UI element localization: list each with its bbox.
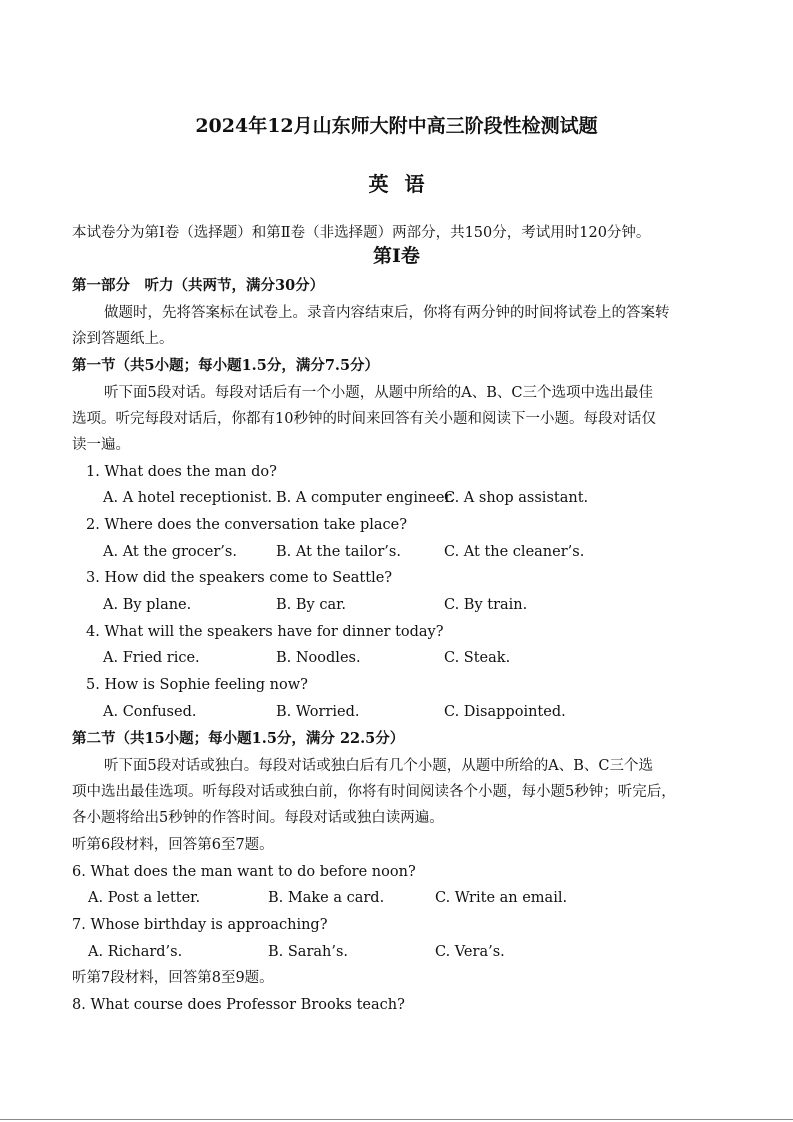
option-c: C. Vera’s. [435, 944, 505, 960]
option-b: B. By car. [276, 597, 347, 613]
option-a: A. At the grocer’s. [103, 544, 237, 560]
material-heading: 听第6段材料，回答第6至7题。 [72, 837, 274, 853]
part1-instruction-line: 做题时，先将答案标在试卷上。录音内容结束后，你将有两分钟的时间将试卷上的答案转 [104, 305, 670, 321]
option-a: A. Fried rice. [103, 650, 200, 666]
exam-intro: 本试卷分为第Ⅰ卷（选择题）和第Ⅱ卷（非选择题）两部分，共150分，考试用时120分钟。 [72, 225, 651, 241]
section2-instruction-line: 项中选出最佳选项。听每段对话或独白前，你将有时间阅读各个小题，每小题5秒钟；听完后， [72, 784, 676, 800]
part1-heading: 第一部分 听力（共两节，满分30分） [72, 277, 325, 294]
option-c: C. At the cleaner’s. [444, 544, 585, 560]
page-bottom-rule [0, 1119, 793, 1120]
option-c: C. Disappointed. [444, 704, 566, 720]
option-a: A. Post a letter. [88, 890, 201, 906]
option-c: C. Write an email. [435, 890, 568, 906]
section2-instruction-line: 听下面5段对话或独白。每段对话或独白后有几个小题，从题中所给的A、B、C三个选 [104, 758, 653, 774]
option-a: A. By plane. [103, 597, 192, 613]
option-a: A. A hotel receptionist. [103, 490, 273, 506]
section2-instruction-line: 各小题将给出5秒钟的作答时间。每段对话或独白读两遍。 [72, 810, 444, 826]
part1-instruction-line: 涂到答题纸上。 [72, 331, 174, 347]
volume-title: 第Ⅰ卷 [373, 245, 420, 267]
option-b: B. A computer engineer. [276, 490, 455, 506]
option-c: C. By train. [444, 597, 528, 613]
section1-heading: 第一节（共5小题；每小题1.5分，满分7.5分） [72, 357, 380, 374]
option-a: A. Richard’s. [88, 944, 183, 960]
question-stem: 5. How is Sophie feeling now? [86, 677, 308, 693]
exam-title: 2024年12月山东师大附中高三阶段性检测试题 [195, 115, 598, 137]
question-stem: 3. How did the speakers come to Seattle? [86, 570, 393, 586]
option-b: B. Worried. [276, 704, 360, 720]
option-c: C. A shop assistant. [444, 490, 589, 506]
question-stem: 7. Whose birthday is approaching? [72, 917, 328, 933]
section1-instruction-line: 读一遍。 [72, 437, 130, 453]
option-a: A. Confused. [103, 704, 197, 720]
section2-heading: 第二节（共15小题；每小题1.5分，满分 22.5分） [72, 730, 405, 747]
option-c: C. Steak. [444, 650, 511, 666]
question-stem: 1. What does the man do? [86, 464, 277, 480]
question-stem: 8. What course does Professor Brooks teach? [72, 997, 405, 1013]
option-b: B. Make a card. [268, 890, 385, 906]
question-stem: 6. What does the man want to do before noon? [72, 864, 416, 880]
material-heading: 听第7段材料，回答第8至9题。 [72, 970, 274, 986]
option-b: B. At the tailor’s. [276, 544, 401, 560]
section1-instruction-line: 选项。听完每段对话后，你都有10秒钟的时间来回答有关小题和阅读下一小题。每段对话仅 [72, 411, 656, 427]
question-stem: 4. What will the speakers have for dinner today? [86, 624, 444, 640]
subject-title: 英语 [368, 172, 441, 196]
option-b: B. Noodles. [276, 650, 361, 666]
option-b: B. Sarah’s. [268, 944, 349, 960]
section1-instruction-line: 听下面5段对话。每段对话后有一个小题，从题中所给的A、B、C三个选项中选出最佳 [104, 385, 653, 401]
question-stem: 2. Where does the conversation take place? [86, 517, 407, 533]
